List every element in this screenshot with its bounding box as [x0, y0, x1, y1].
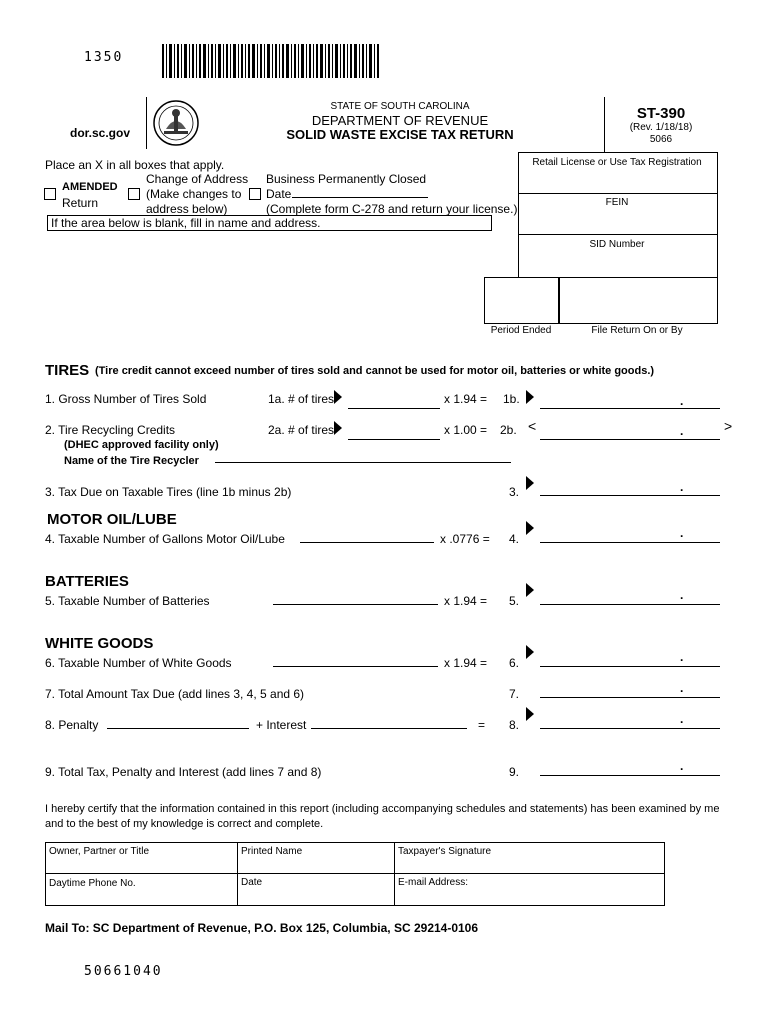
line6-field[interactable]: [540, 666, 720, 667]
signature-table-col-divider-1: [237, 842, 238, 905]
line3-ref: 3.: [509, 485, 520, 499]
mail-to-address: Mail To: SC Department of Revenue, P.O. Box 125, Columbia, SC 29214-0106: [45, 921, 479, 935]
line6-label: 6. Taxable Number of White Goods: [45, 656, 232, 670]
email-field[interactable]: E-mail Address:: [398, 877, 469, 888]
registration-box: [518, 152, 718, 278]
arrow-icon: [526, 521, 534, 535]
certification-text: I hereby certify that the information contained in this report (including accompanying schedules and statements) has been examined by me and to the best of my knowledge is correct and complete.: [45, 803, 720, 830]
instruction-text: Place an X in all boxes that apply.: [45, 158, 225, 172]
printed-name-field[interactable]: Printed Name: [241, 846, 303, 857]
line8-equals: =: [478, 718, 486, 732]
state-name: STATE OF SOUTH CAROLINA: [330, 101, 470, 112]
closed-date-field[interactable]: [292, 197, 428, 198]
line2a-field[interactable]: [348, 439, 440, 440]
amended-checkbox[interactable]: [44, 188, 56, 200]
form-revision: (Rev. 1/18/18): [629, 122, 693, 133]
line4-ref: 4.: [509, 532, 520, 546]
line7-field[interactable]: [540, 697, 720, 698]
signature-table-col-divider-2: [394, 842, 395, 905]
change-address-sub1: (Make changes to: [146, 187, 242, 201]
line2-sub2: Name of the Tire Recycler: [64, 455, 199, 467]
arrow-icon: [526, 476, 534, 490]
arrow-icon: [526, 390, 534, 404]
period-ended-label: Period Ended: [490, 325, 552, 336]
line3-label: 3. Tax Due on Taxable Tires (line 1b minus 2b): [45, 485, 292, 499]
line5-label: 5. Taxable Number of Batteries: [45, 594, 210, 608]
line1b-ref: 1b.: [503, 392, 520, 406]
form-code-top: 1350: [84, 50, 124, 65]
change-address-checkbox[interactable]: [128, 188, 140, 200]
line2-label: 2. Tire Recycling Credits: [45, 423, 176, 437]
amended-sub-label: Return: [62, 196, 99, 210]
tires-note: (Tire credit cannot exceed number of tires sold and cannot be used for motor oil, batteries or white goods.): [95, 365, 655, 377]
line2b-decimal: .: [680, 424, 684, 438]
change-address-sub2: address below): [146, 202, 228, 216]
line2b-ref: 2b.: [500, 423, 517, 437]
line4-multiplier: x .0776 =: [440, 532, 490, 546]
line5-decimal: .: [680, 588, 684, 602]
line1a-field[interactable]: [348, 408, 440, 409]
barcode: [162, 44, 382, 78]
motor-oil-heading: MOTOR OIL/LUBE: [47, 511, 177, 528]
penalty-field[interactable]: [107, 728, 249, 729]
line4-field[interactable]: [540, 542, 720, 543]
arrow-icon: [526, 583, 534, 597]
line9-ref: 9.: [509, 765, 520, 779]
line5-ref: 5.: [509, 594, 520, 608]
line1b-decimal: .: [680, 394, 684, 408]
owner-title-field[interactable]: Owner, Partner or Title: [49, 846, 150, 857]
tire-recycler-name-field[interactable]: [215, 462, 511, 463]
line3-decimal: .: [680, 480, 684, 494]
line1-label: 1. Gross Number of Tires Sold: [45, 392, 207, 406]
amended-label: AMENDED: [62, 181, 118, 193]
line4-decimal: .: [680, 526, 684, 540]
line2b-open-bracket: <: [528, 418, 537, 434]
line5-multiplier: x 1.94 =: [444, 594, 488, 608]
retail-license-label: Retail License or Use Tax Registration: [532, 157, 702, 168]
business-closed-checkbox[interactable]: [249, 188, 261, 200]
department-name: DEPARTMENT OF REVENUE: [311, 113, 489, 128]
date-field[interactable]: Date: [241, 877, 263, 888]
batteries-heading: BATTERIES: [45, 573, 129, 590]
fein-divider: [518, 193, 717, 194]
file-return-box[interactable]: [558, 277, 718, 324]
line7-label: 7. Total Amount Tax Due (add lines 3, 4, 5 and 6): [45, 687, 305, 701]
sid-divider: [518, 234, 717, 235]
sid-label: SID Number: [589, 239, 645, 250]
line1-multiplier: x 1.94 =: [444, 392, 488, 406]
line8-ref: 8.: [509, 718, 520, 732]
form-title: SOLID WASTE EXCISE TAX RETURN: [286, 127, 514, 142]
arrow-icon: [526, 707, 534, 721]
line4-gallons-field[interactable]: [300, 542, 434, 543]
line5-count-field[interactable]: [273, 604, 438, 605]
header-divider-left: [146, 97, 147, 149]
arrow-icon: [334, 421, 342, 435]
line2-multiplier: x 1.00 =: [444, 423, 488, 437]
line8-field[interactable]: [540, 728, 720, 729]
white-goods-heading: WHITE GOODS: [45, 635, 154, 652]
website: dor.sc.gov: [70, 126, 131, 140]
arrow-icon: [334, 390, 342, 404]
tires-heading: TIRES: [45, 362, 90, 379]
period-ended-box[interactable]: [484, 277, 560, 324]
line5-field[interactable]: [540, 604, 720, 605]
name-address-note: If the area below is blank, fill in name and address.: [47, 215, 492, 231]
closed-date-label: Date: [266, 187, 292, 201]
daytime-phone-field[interactable]: Daytime Phone No.: [49, 878, 136, 889]
line4-label: 4. Taxable Number of Gallons Motor Oil/Lube: [45, 532, 285, 546]
line1b-field[interactable]: [540, 408, 720, 409]
line9-label: 9. Total Tax, Penalty and Interest (add lines 7 and 8): [45, 765, 322, 779]
business-closed-label: Business Permanently Closed: [266, 172, 427, 186]
line6-ref: 6.: [509, 656, 520, 670]
form-code-bottom: 50661040: [84, 964, 163, 979]
line6-multiplier: x 1.94 =: [444, 656, 488, 670]
change-address-label: Change of Address: [146, 172, 249, 186]
line8-penalty-label: 8. Penalty: [45, 718, 99, 732]
line2b-field[interactable]: [540, 439, 720, 440]
fein-label: FEIN: [605, 197, 629, 208]
closed-instruction: (Complete form C-278 and return your license.): [266, 202, 518, 216]
file-return-label: File Return On or By: [591, 325, 683, 336]
line2a-label: 2a. # of tires: [268, 423, 335, 437]
state-seal-icon: [152, 99, 200, 147]
signature-table-row-divider: [45, 873, 664, 874]
line2-sub1: (DHEC approved facility only): [64, 439, 219, 451]
header-divider-right: [604, 97, 605, 153]
line8-decimal: .: [680, 712, 684, 726]
arrow-icon: [526, 645, 534, 659]
interest-field[interactable]: [311, 728, 467, 729]
line8-interest-label: + Interest: [256, 718, 307, 732]
taxpayer-signature-field[interactable]: Taxpayer's Signature: [398, 846, 492, 857]
line7-ref: 7.: [509, 687, 520, 701]
line3-field[interactable]: [540, 495, 720, 496]
line1a-label: 1a. # of tires: [268, 392, 335, 406]
line9-decimal: .: [680, 759, 684, 773]
line9-field[interactable]: [540, 775, 720, 776]
line7-decimal: .: [680, 681, 684, 695]
form-id: 5066: [649, 134, 673, 145]
line6-decimal: .: [680, 650, 684, 664]
form-number: ST-390: [636, 105, 686, 122]
line6-count-field[interactable]: [273, 666, 438, 667]
line2b-close-bracket: >: [724, 418, 733, 434]
